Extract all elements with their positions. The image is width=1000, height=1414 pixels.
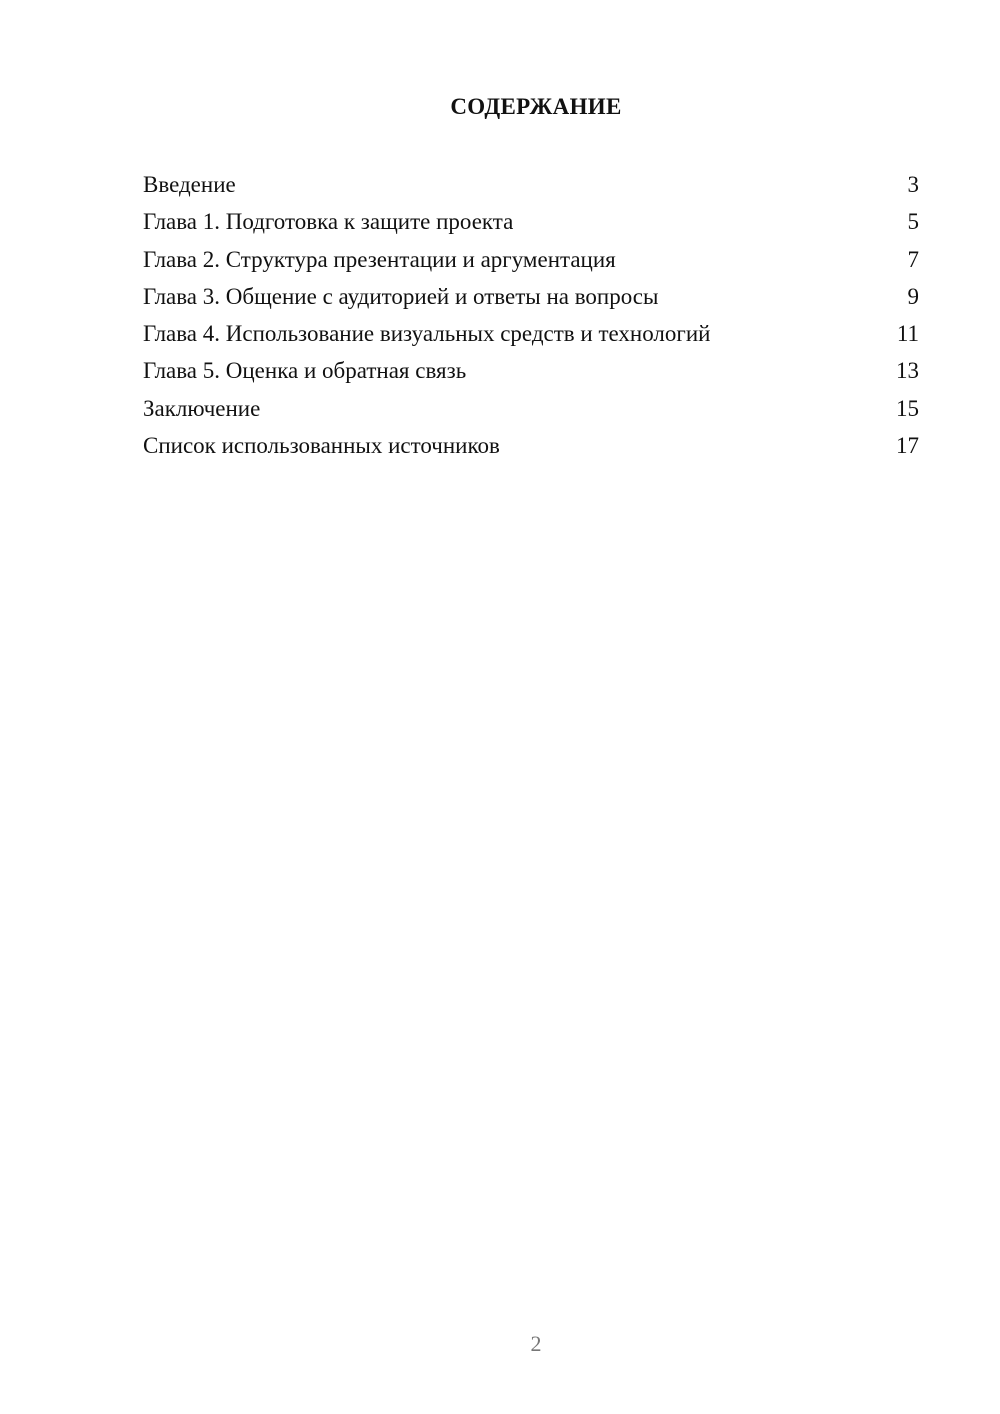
toc-item [143, 168, 919, 205]
toc-item-page: 7 [907, 246, 919, 272]
toc-item [143, 205, 919, 242]
toc-item [143, 317, 919, 354]
toc-item [143, 354, 919, 391]
table-of-contents [143, 168, 919, 466]
toc-item-page: 17 [896, 433, 919, 459]
toc-item-label: Глава 5. Оценка и обратная связь [143, 358, 467, 384]
toc-item-label: Глава 2. Структура презентации и аргументация [143, 246, 616, 272]
toc-item-label: Глава 3. Общение с аудиторией и ответы на вопросы [143, 283, 659, 309]
toc-item-label: Список использованных источников [143, 433, 500, 459]
toc-item-page: 9 [907, 283, 919, 309]
toc-item-label: Заключение [143, 395, 261, 421]
toc-item [143, 280, 919, 317]
toc-item [143, 243, 919, 280]
toc-item-page: 3 [907, 172, 919, 197]
toc-item-page: 11 [896, 321, 919, 347]
toc-item [143, 392, 919, 429]
toc-item-page: 15 [896, 395, 919, 421]
toc-item-label: Глава 4. Использование визуальных средств и технологий [143, 321, 711, 347]
page-title: СОДЕРЖАНИЕ [450, 94, 622, 119]
toc-item-page: 13 [896, 358, 919, 384]
toc-item [143, 429, 919, 466]
toc-item-label: Введение [143, 172, 236, 197]
page-number: 2 [530, 1331, 542, 1356]
toc-item-label: Глава 1. Подготовка к защите проекта [143, 209, 514, 235]
toc-item-page: 5 [907, 209, 919, 235]
